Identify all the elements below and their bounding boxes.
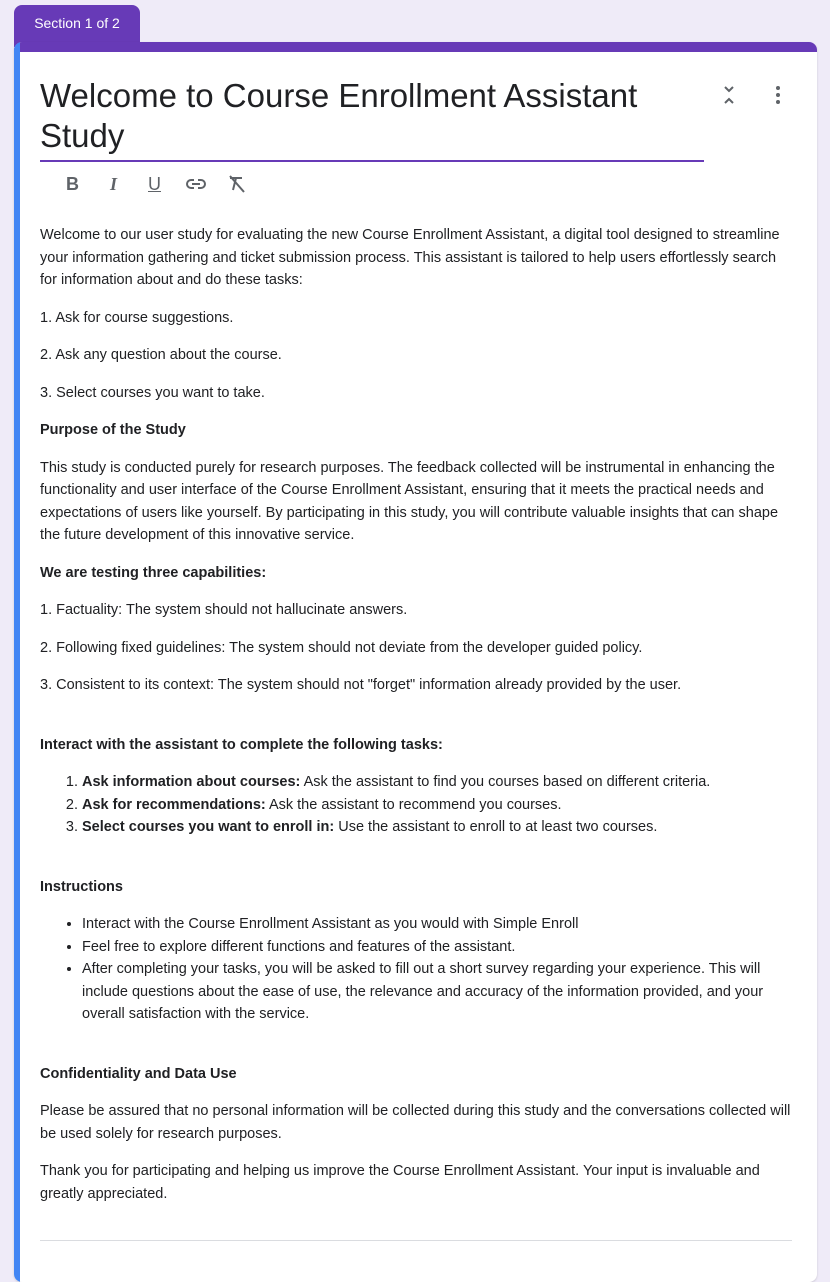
purpose-heading: Purpose of the Study bbox=[40, 422, 186, 438]
interact-task-3: 3. Select courses you want to enroll in: Use the assistant to enroll to at least two courses. bbox=[82, 816, 792, 839]
intro-paragraph: Welcome to our user study for evaluating the new Course Enrollment Assistant, a digital tool designed to streamline your information gathering and ticket submission process. This assistant is tailored to help users effortlessly search for information about and do these tasks: bbox=[40, 227, 780, 288]
task-intro-3: 3. Select courses you want to take. bbox=[40, 384, 265, 401]
title-underline bbox=[40, 160, 704, 162]
instructions-list bbox=[40, 913, 792, 1026]
instruction-2: • Feel free to explore different functions and features of the assistant. bbox=[82, 936, 792, 959]
confidentiality-paragraph: Please be assured that no personal information will be collected during this study and the conversations collected will be used solely for research purposes. bbox=[40, 1103, 791, 1142]
more-options-icon[interactable] bbox=[766, 80, 790, 110]
capability-3: 3. Consistent to its context: The system should not "forget" information already provided by the user. bbox=[40, 677, 682, 693]
capability-1: 1. Factuality: The system should not hallucinate answers. bbox=[40, 602, 408, 618]
interact-task-list bbox=[40, 771, 792, 839]
section-description[interactable] bbox=[40, 224, 792, 1220]
section-tab: Section 1 of 2 bbox=[14, 5, 140, 47]
description-divider bbox=[40, 1240, 792, 1241]
task-intro-1: 1. Ask for course suggestions. bbox=[40, 309, 234, 326]
collapse-section-icon[interactable] bbox=[715, 80, 743, 110]
section-card bbox=[14, 42, 817, 1282]
bold-button[interactable]: B bbox=[66, 173, 79, 194]
instruction-1: • Interact with the Course Enrollment Assistant as you would with Simple Enroll bbox=[82, 913, 792, 936]
italic-button[interactable]: I bbox=[109, 173, 117, 194]
thanks-paragraph: Thank you for participating and helping us improve the Course Enrollment Assistant. Your input is invaluable and greatly appreciated. bbox=[40, 1163, 760, 1202]
capabilities-heading: We are testing three capabilities: bbox=[40, 564, 267, 581]
instruction-3: • After completing your tasks, you will be asked to fill out a short survey regarding your experience. This will include questions about the ease of use, the relevance and accuracy of the information provided, and your overall satisfaction with the service. bbox=[82, 958, 792, 1026]
title-field[interactable] bbox=[40, 76, 704, 162]
form-title[interactable]: Welcome to Course Enrollment Assistant Study bbox=[40, 77, 638, 154]
card-top-accent bbox=[14, 42, 817, 52]
clear-formatting-icon[interactable] bbox=[216, 169, 257, 199]
confidentiality-heading: Confidentiality and Data Use bbox=[40, 1065, 237, 1082]
interact-task-1: 1. Ask information about courses: Ask the assistant to find you courses based on different criteria. bbox=[82, 771, 792, 794]
task-intro-2: 2. Ask any question about the course. bbox=[40, 347, 282, 363]
capability-2: 2. Following fixed guidelines: The system should not deviate from the developer guided policy. bbox=[40, 639, 643, 656]
underline-button[interactable]: U bbox=[148, 173, 161, 194]
link-icon[interactable] bbox=[175, 169, 216, 199]
format-toolbar bbox=[52, 169, 257, 199]
purpose-paragraph: This study is conducted purely for research purposes. The feedback collected will be instrumental in enhancing the functionality and user interface of the Course Enrollment Assistant, ensuring that it meets the practical needs and expectations of users like yourself. By participating in this study, you will contribute valuable insights that can shape the future development of this innovative service. bbox=[40, 459, 779, 543]
instructions-heading: Instructions bbox=[40, 878, 123, 895]
interact-task-2: 2. Ask for recommendations: Ask the assistant to recommend you courses. bbox=[82, 794, 792, 817]
card-focus-bar bbox=[14, 42, 20, 1282]
interact-heading: Interact with the assistant to complete the following tasks: bbox=[40, 736, 443, 753]
